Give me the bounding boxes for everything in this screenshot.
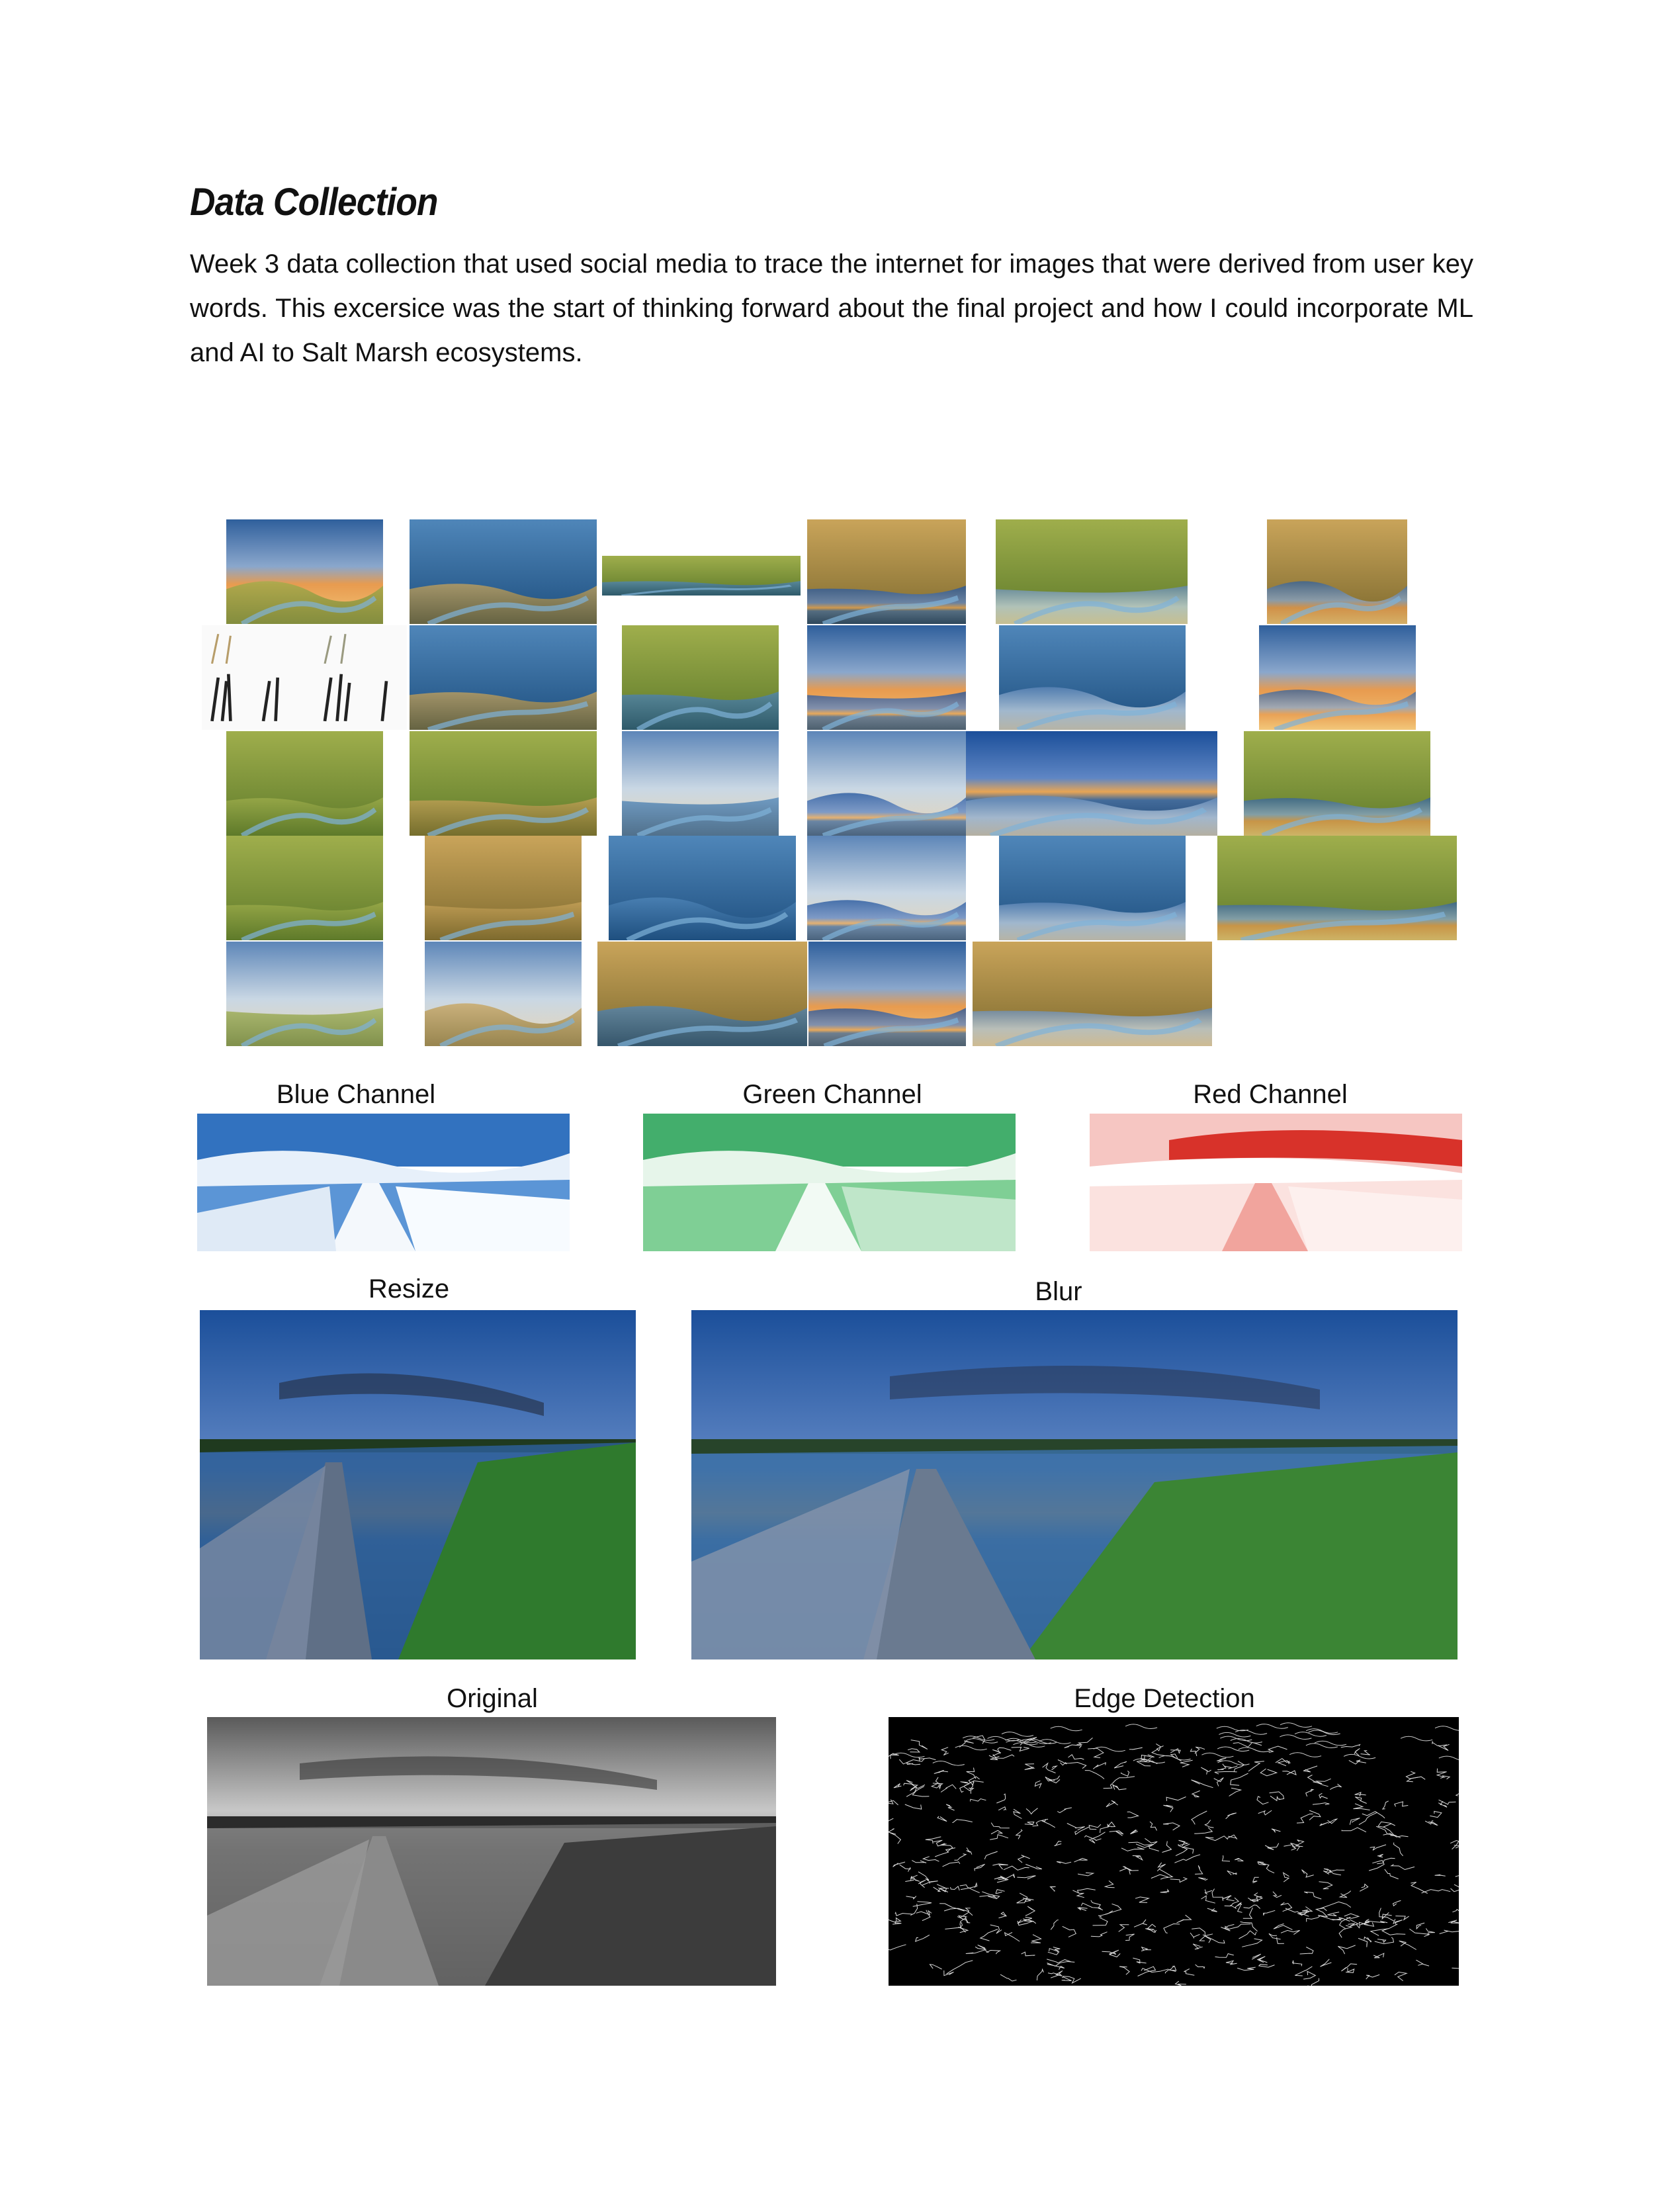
caption-edge-detection: Edge Detection xyxy=(1074,1684,1255,1713)
mosaic-thumbnail xyxy=(226,836,383,940)
mosaic-thumbnail xyxy=(973,942,1212,1046)
green-channel-image xyxy=(643,1114,1016,1251)
mosaic-thumbnail xyxy=(966,731,1217,836)
mosaic-thumbnail xyxy=(202,625,407,730)
mosaic-thumbnail xyxy=(807,625,966,730)
mosaic-thumbnail xyxy=(1267,519,1407,624)
mosaic-thumbnail xyxy=(999,836,1186,940)
caption-resize: Resize xyxy=(368,1274,450,1304)
blur-image xyxy=(691,1310,1458,1659)
mosaic-thumbnail xyxy=(1244,731,1430,836)
mosaic-thumbnail xyxy=(1217,836,1457,940)
mosaic-thumbnail xyxy=(999,625,1186,730)
mosaic-thumbnail xyxy=(226,519,383,624)
mosaic-thumbnail xyxy=(410,625,597,730)
mosaic-thumbnail xyxy=(597,942,807,1046)
mosaic-thumbnail xyxy=(425,942,582,1046)
mosaic-thumbnail xyxy=(602,556,801,596)
mosaic-thumbnail xyxy=(609,836,796,940)
caption-original: Original xyxy=(447,1684,538,1713)
original-grayscale-image xyxy=(207,1717,776,1986)
blue-channel-image xyxy=(197,1114,570,1251)
resize-image xyxy=(200,1310,636,1659)
intro-paragraph: Week 3 data collection that used social media to trace the internet for images that were derived from user key words. This excersice was the start of thinking forward about the final project and how I could incorporate ML and AI to Salt Marsh ecosystems. xyxy=(190,249,1473,367)
caption-blur: Blur xyxy=(1035,1277,1082,1306)
mosaic-thumbnail xyxy=(622,625,779,730)
mosaic-thumbnail xyxy=(807,836,966,940)
mosaic-thumbnail xyxy=(226,942,383,1046)
edge-detection-image xyxy=(889,1717,1459,1986)
mosaic-thumbnail xyxy=(622,731,779,836)
mosaic-thumbnail xyxy=(425,836,582,940)
mosaic-thumbnail xyxy=(410,519,597,624)
mosaic-thumbnail xyxy=(996,519,1188,624)
caption-red-channel: Red Channel xyxy=(1193,1080,1348,1109)
page-title: Data Collection xyxy=(190,181,438,224)
mosaic-thumbnail xyxy=(410,731,597,836)
mosaic-thumbnail xyxy=(807,519,966,624)
mosaic-thumbnail xyxy=(808,942,966,1046)
red-channel-image xyxy=(1090,1114,1462,1251)
mosaic-thumbnail xyxy=(1259,625,1416,730)
caption-blue-channel: Blue Channel xyxy=(276,1080,436,1109)
caption-green-channel: Green Channel xyxy=(742,1080,922,1109)
mosaic-thumbnail xyxy=(226,731,383,836)
mosaic-thumbnail xyxy=(807,731,966,836)
